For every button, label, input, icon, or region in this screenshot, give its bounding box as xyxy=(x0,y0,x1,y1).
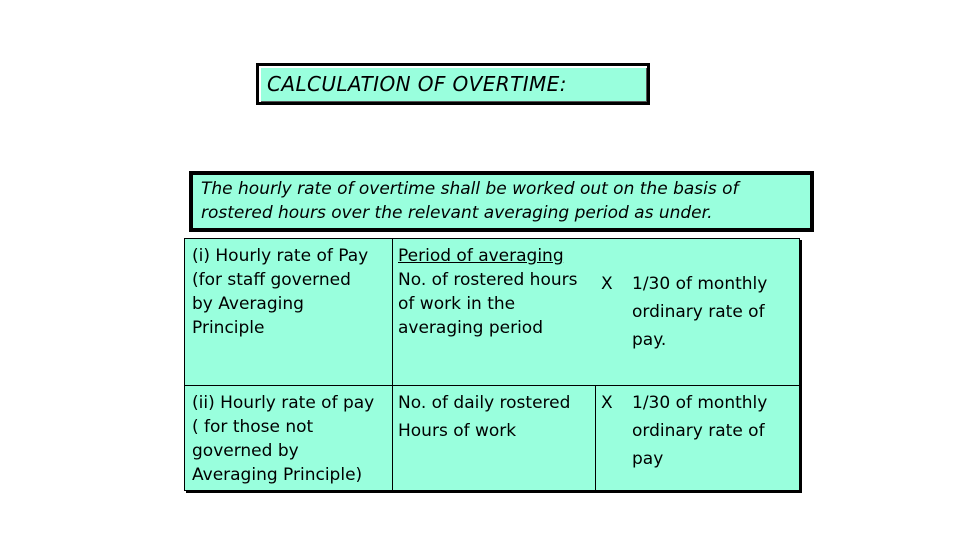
intro-line-2: rostered hours over the relevant averaging period as under. xyxy=(201,203,713,223)
page-title: CALCULATION OF OVERTIME: xyxy=(267,72,567,96)
row1-formula-head: Period of averaging xyxy=(398,246,564,266)
row2-label-line: ( for those not xyxy=(192,417,314,437)
row2-label-line: governed by xyxy=(192,441,299,461)
row1-formula-line: No. of rostered hours xyxy=(398,270,578,290)
row1-multiplier-line: ordinary rate of xyxy=(632,302,765,322)
overtime-table xyxy=(184,238,800,491)
intro-line-1: The hourly rate of overtime shall be worked out on the basis of xyxy=(201,179,739,199)
row1-formula-line: of work in the xyxy=(398,294,516,314)
row1-label-line: (for staff governed xyxy=(192,270,351,290)
row2-formula xyxy=(398,389,570,445)
row2-label xyxy=(192,391,374,487)
row2-multiplier-line: ordinary rate of xyxy=(632,421,765,441)
column-divider-1 xyxy=(392,239,393,490)
intro-box xyxy=(189,171,814,232)
row2-formula-line: Hours of work xyxy=(398,421,517,441)
row2-label-line: (ii) Hourly rate of pay xyxy=(192,393,375,413)
column-divider-2 xyxy=(595,385,596,490)
row2-formula-line: No. of daily rostered xyxy=(398,393,571,413)
row1-label-line: Principle xyxy=(192,318,265,338)
row1-multiplier-line: pay. xyxy=(632,330,667,350)
row1-multiplier-line: 1/30 of monthly xyxy=(632,274,768,294)
title-box xyxy=(256,63,650,105)
row2-operator: X xyxy=(601,393,613,413)
row2-multiplier-line: 1/30 of monthly xyxy=(632,393,768,413)
row1-formula-line: averaging period xyxy=(398,318,543,338)
row2-label-line: Averaging Principle) xyxy=(192,465,363,485)
row1-label-line: (i) Hourly rate of Pay xyxy=(192,246,369,266)
row1-label-line: by Averaging xyxy=(192,294,304,314)
row2-multiplier-line: pay xyxy=(632,449,664,469)
row1-multiplier xyxy=(632,270,767,354)
row1-operator: X xyxy=(601,274,613,294)
row1-formula xyxy=(398,244,577,340)
row1-label xyxy=(192,244,368,340)
row-divider xyxy=(185,385,799,386)
row2-multiplier xyxy=(632,389,767,473)
